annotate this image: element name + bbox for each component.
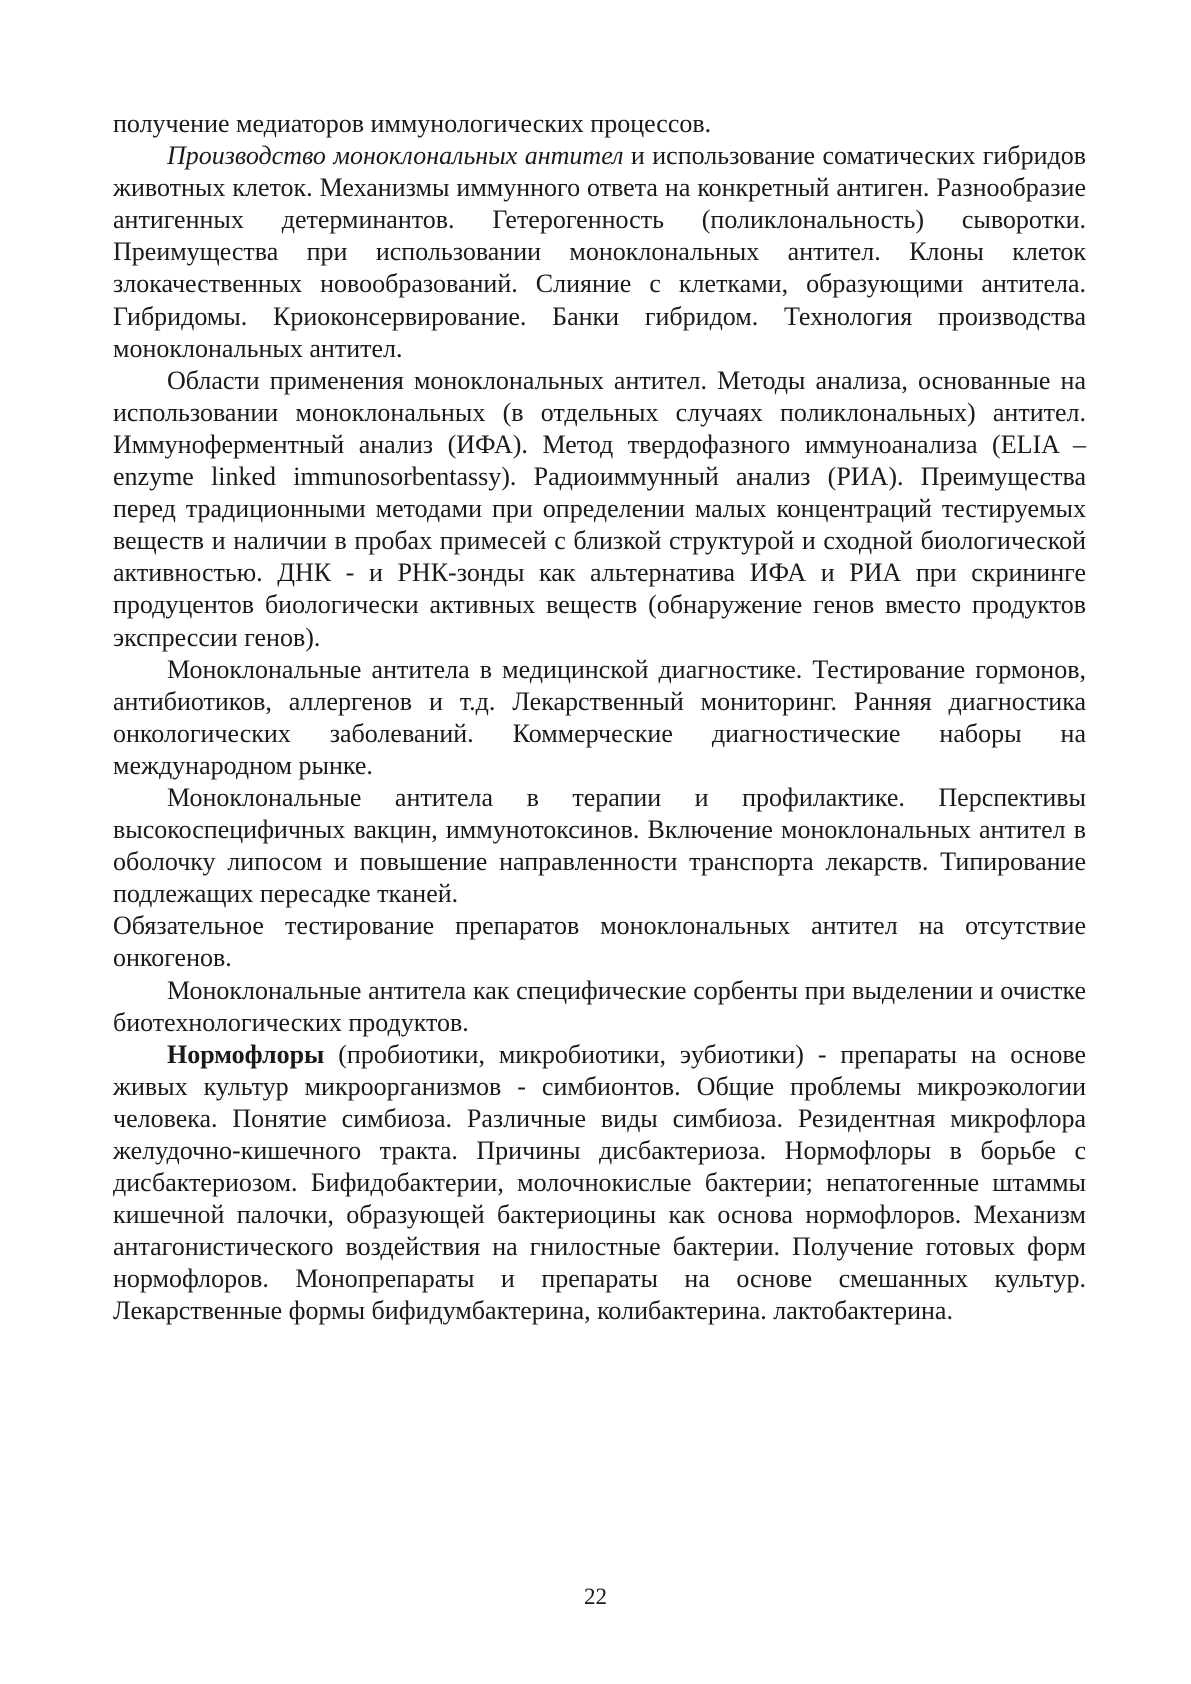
paragraph-monoclonal-production (113, 140, 1086, 365)
italic-heading-monoclonal-production: Производство моноклональных антител (167, 141, 624, 171)
paragraph-therapy-prophylaxis: Моноклональные антитела в терапии и профилактике. Перспективы высокоспецифичных вакцин, иммунотоксинов. Включение моноклональных антител в оболочку липосом и повышение направленности транспорта лекарств. Типирование подлежащих пересадке тканей. (113, 782, 1086, 909)
paragraph-normoflora (113, 1039, 1086, 1328)
paragraph-specific-sorbents: Моноклональные антитела как специфические сорбенты при выделении и очистке биотехнологических продуктов. (113, 975, 1086, 1037)
paragraph-text: и использование соматических гибридов животных клеток. Механизмы иммунного ответа на конкретный антиген. Разнообразие антигенных детерминантов. Гетерогенность (поликлональность) сыворотки. Преимущества при использовании моноклональных антител. Клоны клеток злокачественных новообразований. Слияние с клетками, образующими антитела. Гибридомы. Криоконсервирование. Банки гибридом. Технология производства моноклональных антител. (113, 141, 1086, 363)
paragraph-application-areas: Области применения моноклональных антител. Методы анализа, основанные на использовании моноклональных (в отдельных случаях поликлональных) антител. Иммуноферментный анализ (ИФА). Метод твердофазного иммуноанализа (ELIA – enzyme linked immunosorbentassy). Радиоиммунный анализ (РИА). Преимущества перед традиционными методами при определении малых концентраций тестируемых веществ и наличии в пробах примесей с близкой структурой и сходной биологической активностью. ДНК - и РНК-зонды как альтернатива ИФА и РИА при скрининге продуцентов биологически активных веществ (обнаружение генов вместо продуктов экспрессии генов). (113, 365, 1086, 652)
page-number: 22 (584, 1584, 607, 1609)
paragraph-text: (пробиотики, микробиотики, эубиотики) - препараты на основе живых культур микроорганизмов - симбионтов. Общие проблемы микроэкологии человека. Понятие симбиоза. Различные виды симбиоза. Резидентная микрофлора желудочно-кишечного тракта. Причины дисбактериоза. Нормофлоры в борьбе с дисбактериозом. Бифидобактерии, молочнокислые бактерии; непатогенные штаммы кишечной палочки, образующей бактериоцины как основа нормофлоров. Механизм антагонистического воздействия на гнилостные бактерии. Получение готовых форм нормофлоров. Монопрепараты и препараты на основе смешанных культур. Лекарственные формы бифидумбактерина, колибактерина. лактобактерина. (113, 1039, 1086, 1326)
paragraph-medical-diagnostics: Моноклональные антитела в медицинской диагностике. Тестирование гормонов, антибиотиков, аллергенов и т.д. Лекарственный мониторинг. Ранняя диагностика онкологических заболеваний. Коммерческие диагностические наборы на международном рынке. (113, 654, 1086, 780)
document-body (113, 108, 1086, 1328)
bold-heading-normoflora: Нормофлоры (167, 1039, 325, 1069)
paragraph-oncogene-testing: Обязательное тестирование препаратов моноклональных антител на отсутствие онкогенов. (113, 911, 1086, 973)
paragraph-mediators: получение медиаторов иммунологических процессов. (113, 109, 712, 138)
